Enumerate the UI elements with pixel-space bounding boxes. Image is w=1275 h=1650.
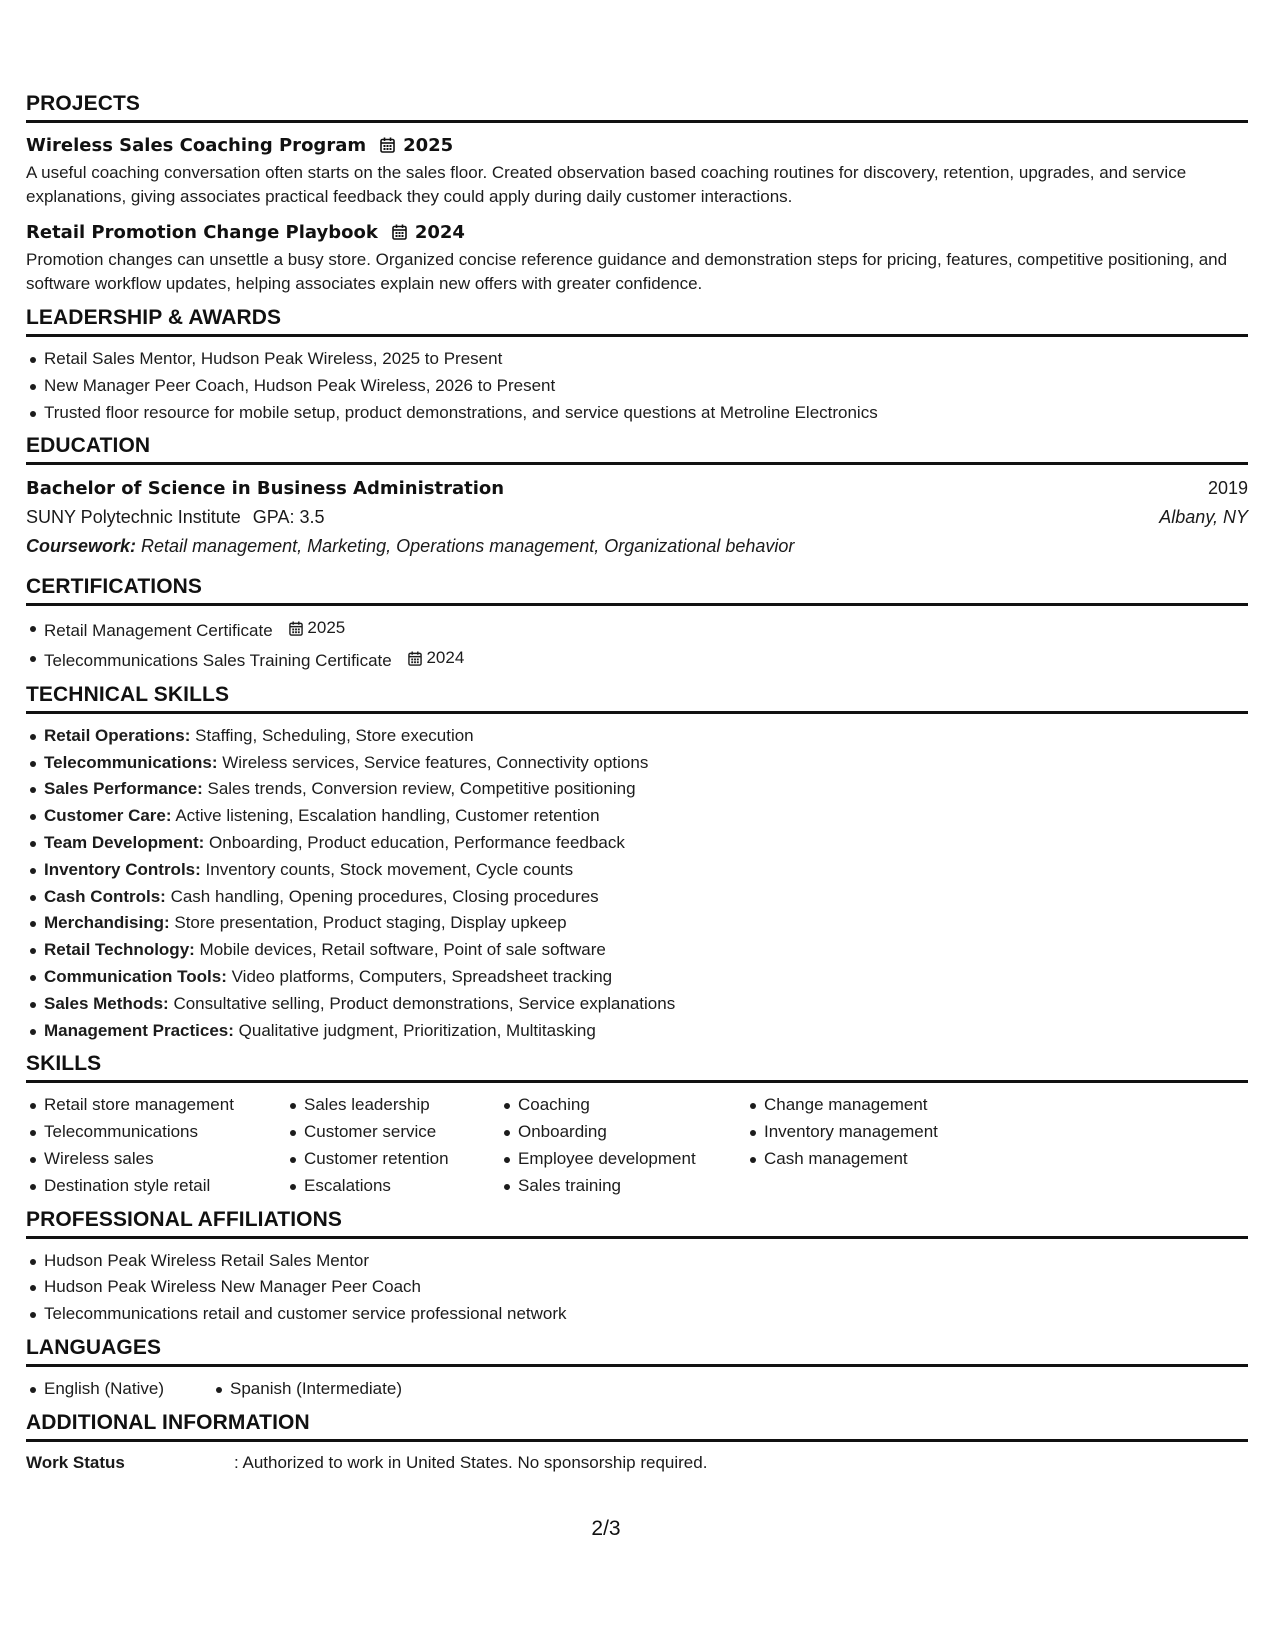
list-item: Trusted floor resource for mobile setup, product demonstrations, and service questions at Metroline Electronics (44, 400, 1248, 427)
project-description: Promotion changes can unsettle a busy store. Organized concise reference guidance and demonstration steps for pricing, features, competitive positioning, and software workflow updates, helping associates explain new offers with greater confidence. (26, 250, 1228, 293)
certification-date: 2024 (426, 648, 465, 668)
skill-values: Consultative selling, Product demonstrations, Service explanations (173, 993, 676, 1013)
calendar-icon (392, 224, 407, 240)
list-item (44, 723, 1248, 750)
additional-section (26, 1411, 1248, 1475)
skill-values: Cash handling, Opening procedures, Closing procedures (170, 886, 599, 906)
skill-values: Active listening, Escalation handling, Customer retention (175, 806, 600, 826)
projects-section (26, 92, 1248, 296)
list-item: Sales training (518, 1173, 746, 1200)
education-school: SUNY Polytechnic Institute (26, 507, 241, 528)
certifications-section (26, 575, 1248, 674)
skill-category: Cash Controls: (44, 886, 166, 906)
certification-name: Telecommunications Sales Training Certificate (44, 650, 392, 670)
skill-category: Retail Technology: (44, 940, 195, 960)
list-item (44, 991, 1248, 1018)
list-item: Hudson Peak Wireless Retail Sales Mentor (44, 1248, 1248, 1275)
section-title-technical-skills: TECHNICAL SKILLS (26, 683, 1248, 714)
calendar-icon (380, 137, 395, 153)
section-title-projects: PROJECTS (26, 92, 1248, 123)
project-name: Retail Promotion Change Playbook (26, 221, 378, 243)
list-item (44, 910, 1248, 937)
skill-category: Communication Tools: (44, 966, 227, 986)
education-location: Albany, NY (1159, 507, 1248, 528)
education-year: 2019 (1207, 478, 1248, 499)
skill-category: Retail Operations: (44, 725, 191, 745)
project-description: A useful coaching conversation often starts on the sales floor. Created observation based coaching routines for discovery, retention, upgrades, and service explanations, giving associates practical feedback they could apply during daily customer interactions. (26, 163, 1187, 206)
work-status-row (26, 1451, 1248, 1475)
skill-values: Store presentation, Product staging, Display upkeep (174, 913, 567, 933)
leadership-list (26, 346, 1248, 426)
certifications-list (26, 615, 1248, 674)
skill-values: Mobile devices, Retail software, Point of sale software (199, 940, 606, 960)
technical-skills-list (26, 723, 1248, 1045)
work-status-label: Work Status (26, 1452, 125, 1472)
list-item: Change management (764, 1092, 1004, 1119)
list-item: Escalations (304, 1173, 500, 1200)
list-item (44, 830, 1248, 857)
section-title-affiliations: PROFESSIONAL AFFILIATIONS (26, 1208, 1248, 1239)
list-item: Destination style retail (44, 1173, 286, 1200)
work-status-value: : Authorized to work in United States. No sponsorship required. (234, 1452, 708, 1472)
list-item (44, 750, 1248, 777)
skill-values: Inventory counts, Stock movement, Cycle counts (205, 859, 574, 879)
languages-list (212, 1376, 402, 1403)
skill-category: Customer Care: (44, 806, 172, 826)
project-name: Wireless Sales Coaching Program (26, 134, 367, 156)
affiliations-list (26, 1248, 1248, 1328)
coursework-value: Retail management, Marketing, Operations management, Organizational behavior (141, 536, 795, 557)
section-title-leadership: LEADERSHIP & AWARDS (26, 306, 1248, 337)
leadership-section (26, 306, 1248, 426)
coursework-label: Coursework: (26, 536, 137, 557)
project-item (26, 219, 1248, 296)
section-title-additional: ADDITIONAL INFORMATION (26, 1411, 1248, 1442)
skills-grid (26, 1092, 1248, 1199)
list-item: Hudson Peak Wireless New Manager Peer Coach (44, 1274, 1248, 1301)
list-item: Customer retention (304, 1146, 500, 1173)
list-item (44, 645, 1248, 675)
skills-column (500, 1092, 746, 1199)
list-item: Coaching (518, 1092, 746, 1119)
education-coursework (26, 532, 1248, 561)
list-item: Employee development (518, 1146, 746, 1173)
skill-values: Video platforms, Computers, Spreadsheet tracking (231, 966, 613, 986)
skills-section (26, 1052, 1248, 1199)
skills-column (746, 1092, 1004, 1199)
list-item: Retail Sales Mentor, Hudson Peak Wireless, 2025 to Present (44, 346, 1248, 373)
section-title-skills: SKILLS (26, 1052, 1248, 1083)
list-item: Customer service (304, 1119, 500, 1146)
skills-column (286, 1092, 500, 1199)
list-item (44, 776, 1248, 803)
list-item (44, 964, 1248, 991)
list-item: Telecommunications retail and customer service professional network (44, 1301, 1248, 1328)
skill-values: Wireless services, Service features, Connectivity options (222, 752, 649, 772)
skill-category: Merchandising: (44, 913, 170, 933)
skills-column (26, 1092, 286, 1199)
technical-skills-section (26, 683, 1248, 1045)
list-item: New Manager Peer Coach, Hudson Peak Wireless, 2026 to Present (44, 373, 1248, 400)
calendar-icon (408, 651, 422, 666)
section-title-education: EDUCATION (26, 434, 1248, 465)
skill-category: Sales Methods: (44, 993, 169, 1013)
project-date: 2024 (414, 221, 465, 243)
page-number: 2/3 (591, 1517, 621, 1540)
skill-category: Inventory Controls: (44, 859, 201, 879)
affiliations-section (26, 1208, 1248, 1328)
certification-date: 2025 (307, 618, 346, 638)
skill-category: Management Practices: (44, 1020, 234, 1040)
list-item: Onboarding (518, 1119, 746, 1146)
skill-values: Qualitative judgment, Prioritization, Multitasking (238, 1020, 596, 1040)
list-item: Telecommunications (44, 1119, 286, 1146)
skill-values: Onboarding, Product education, Performance feedback (209, 832, 625, 852)
list-item: Spanish (Intermediate) (230, 1376, 402, 1403)
certification-name: Retail Management Certificate (44, 621, 273, 641)
skill-category: Sales Performance: (44, 779, 203, 799)
resume-page (26, 92, 1248, 1475)
education-gpa: GPA: 3.5 (252, 507, 325, 528)
list-item: Retail store management (44, 1092, 286, 1119)
list-item: Sales leadership (304, 1092, 500, 1119)
calendar-icon (289, 621, 303, 636)
education-degree: Bachelor of Science in Business Administration (26, 478, 505, 500)
list-item (44, 1018, 1248, 1045)
education-section (26, 434, 1248, 561)
list-item (44, 937, 1248, 964)
list-item (44, 803, 1248, 830)
skill-category: Telecommunications: (44, 752, 218, 772)
list-item (44, 615, 1248, 645)
languages-section (26, 1336, 1248, 1411)
list-item (44, 857, 1248, 884)
project-date: 2025 (403, 134, 454, 156)
section-title-certifications: CERTIFICATIONS (26, 575, 1248, 606)
list-item: Cash management (764, 1146, 1004, 1173)
list-item (44, 884, 1248, 911)
skill-category: Team Development: (44, 832, 205, 852)
project-item (26, 132, 1248, 209)
skill-values: Staffing, Scheduling, Store execution (195, 725, 474, 745)
list-item: English (Native) (44, 1376, 212, 1403)
list-item: Inventory management (764, 1119, 1004, 1146)
languages-list (26, 1376, 212, 1403)
skill-values: Sales trends, Conversion review, Competitive positioning (207, 779, 636, 799)
section-title-languages: LANGUAGES (26, 1336, 1248, 1367)
list-item: Wireless sales (44, 1146, 286, 1173)
